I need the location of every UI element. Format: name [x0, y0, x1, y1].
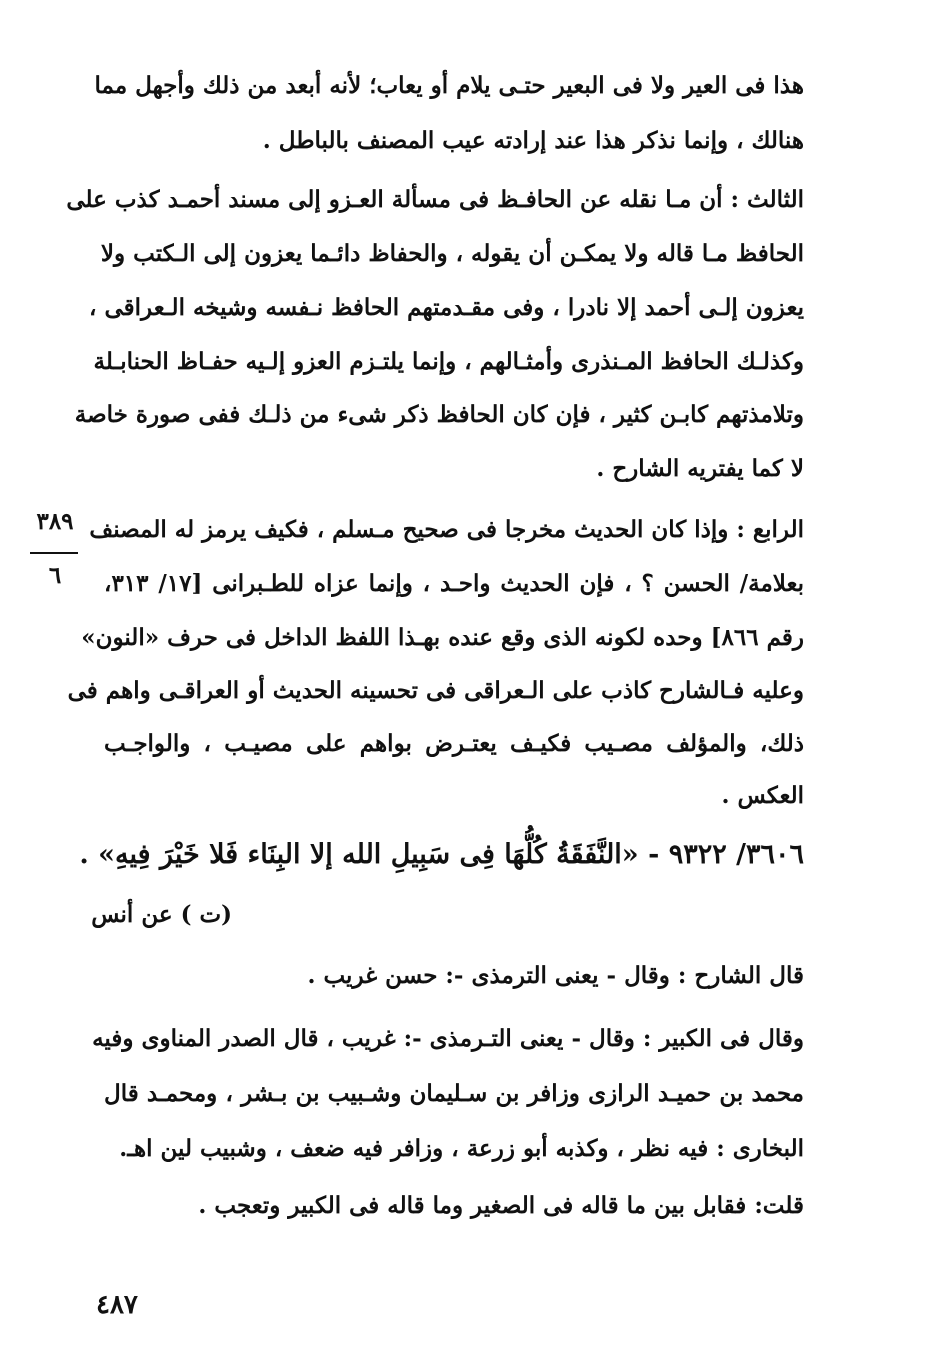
text-line: وتلامذتهم كابـن كثير ، فإن كان الحافظ ذكر شىء من ذلـك ففى صورة خاصة: [74, 401, 804, 428]
hadith-heading: ٣٦٠٦/ ٩٣٢٢ - «النَّفَقَةُ كُلُّهَا فِى سَبِيلِ الله إلا البِنَاء فَلا خَيْرَ فِيهِ» .: [79, 839, 804, 870]
text-line: لا كما يفتريه الشارح .: [596, 455, 804, 482]
text-line: رقم ٨٦٦] وحده لكونه الذى وقع عنده بهـذا اللفظ الداخل فى حرف «النون»: [81, 624, 804, 651]
text-line: بعلامة/ الحسن ؟ ، فإن الحديث واحـد ، وإنما عزاه للطـبرانى [١٧/ ٣١٣،: [104, 570, 804, 597]
hadith-source: (ت ) عن أنس: [91, 901, 232, 928]
text-line: هذا فى العير ولا فى البعير حتـى يلام أو يعاب؛ لأنه أبعد من ذلك وأجهل مما: [94, 72, 804, 99]
page-number: ٤٨٧: [96, 1290, 138, 1320]
text-line: ذلك، والمؤلف مصـيب فكيـف يعتـرض بواهم على مصيـب ، والواجـب: [104, 730, 804, 757]
text-line: الحافظ مـا قاله ولا يمكـن أن يقوله ، والحفاظ دائـما يعزون إلى الـكتب ولا: [100, 240, 804, 267]
text-line: وكذلـك الحافظ المـنذرى وأمثـالهم ، وإنما يلتـزم العزو إلـيه حفـاظ الحنابـلة: [93, 348, 804, 375]
margin-reference-bottom: ٦: [48, 562, 62, 589]
text-line: يعزون إلـى أحمد إلا نادرا ، وفى مقـدمتهم الحافظ نـفسه وشيخه الـعراقى ،: [89, 294, 804, 321]
text-line: قلت: فقابل بين ما قاله فى الصغير وما قاله فى الكبير وتعجب .: [198, 1192, 804, 1219]
text-line: هنالك ، وإنما نذكر هذا عند إرادته عيب المصنف بالباطل .: [262, 127, 804, 154]
text-line: قال الشارح : وقال - يعنى الترمذى -: حسن غريب .: [307, 962, 804, 989]
margin-rule: [30, 552, 78, 554]
text-line: البخارى : فيه نظر ، وكذبه أبو زرعة ، وزافر فيه ضعف ، وشبيب لين اهـ.: [119, 1135, 804, 1162]
margin-reference-top: ٣٨٩: [36, 508, 74, 535]
text-line: وقال فى الكبير : وقال - يعنى التـرمذى -: غريب ، قال الصدر المناوى وفيه: [92, 1025, 804, 1052]
text-line: الرابع : وإذا كان الحديث مخرجا فى صحيح مـسلم ، فكيف يرمز له المصنف: [89, 516, 804, 543]
text-line: محمد بن حميـد الرازى وزافر بن سـليمان وشـبيب بن بـشر ، ومحمـد قال: [104, 1080, 804, 1107]
text-line: العكس .: [721, 782, 804, 809]
text-line: الثالث : أن مـا نقله عن الحافـظ فى مسألة العـزو إلى مسند أحمـد كذب على: [66, 186, 804, 213]
text-line: وعليه فـالشارح كاذب على الـعراقى فى تحسينه الحديث أو العراقـى واهم فى: [67, 677, 804, 704]
